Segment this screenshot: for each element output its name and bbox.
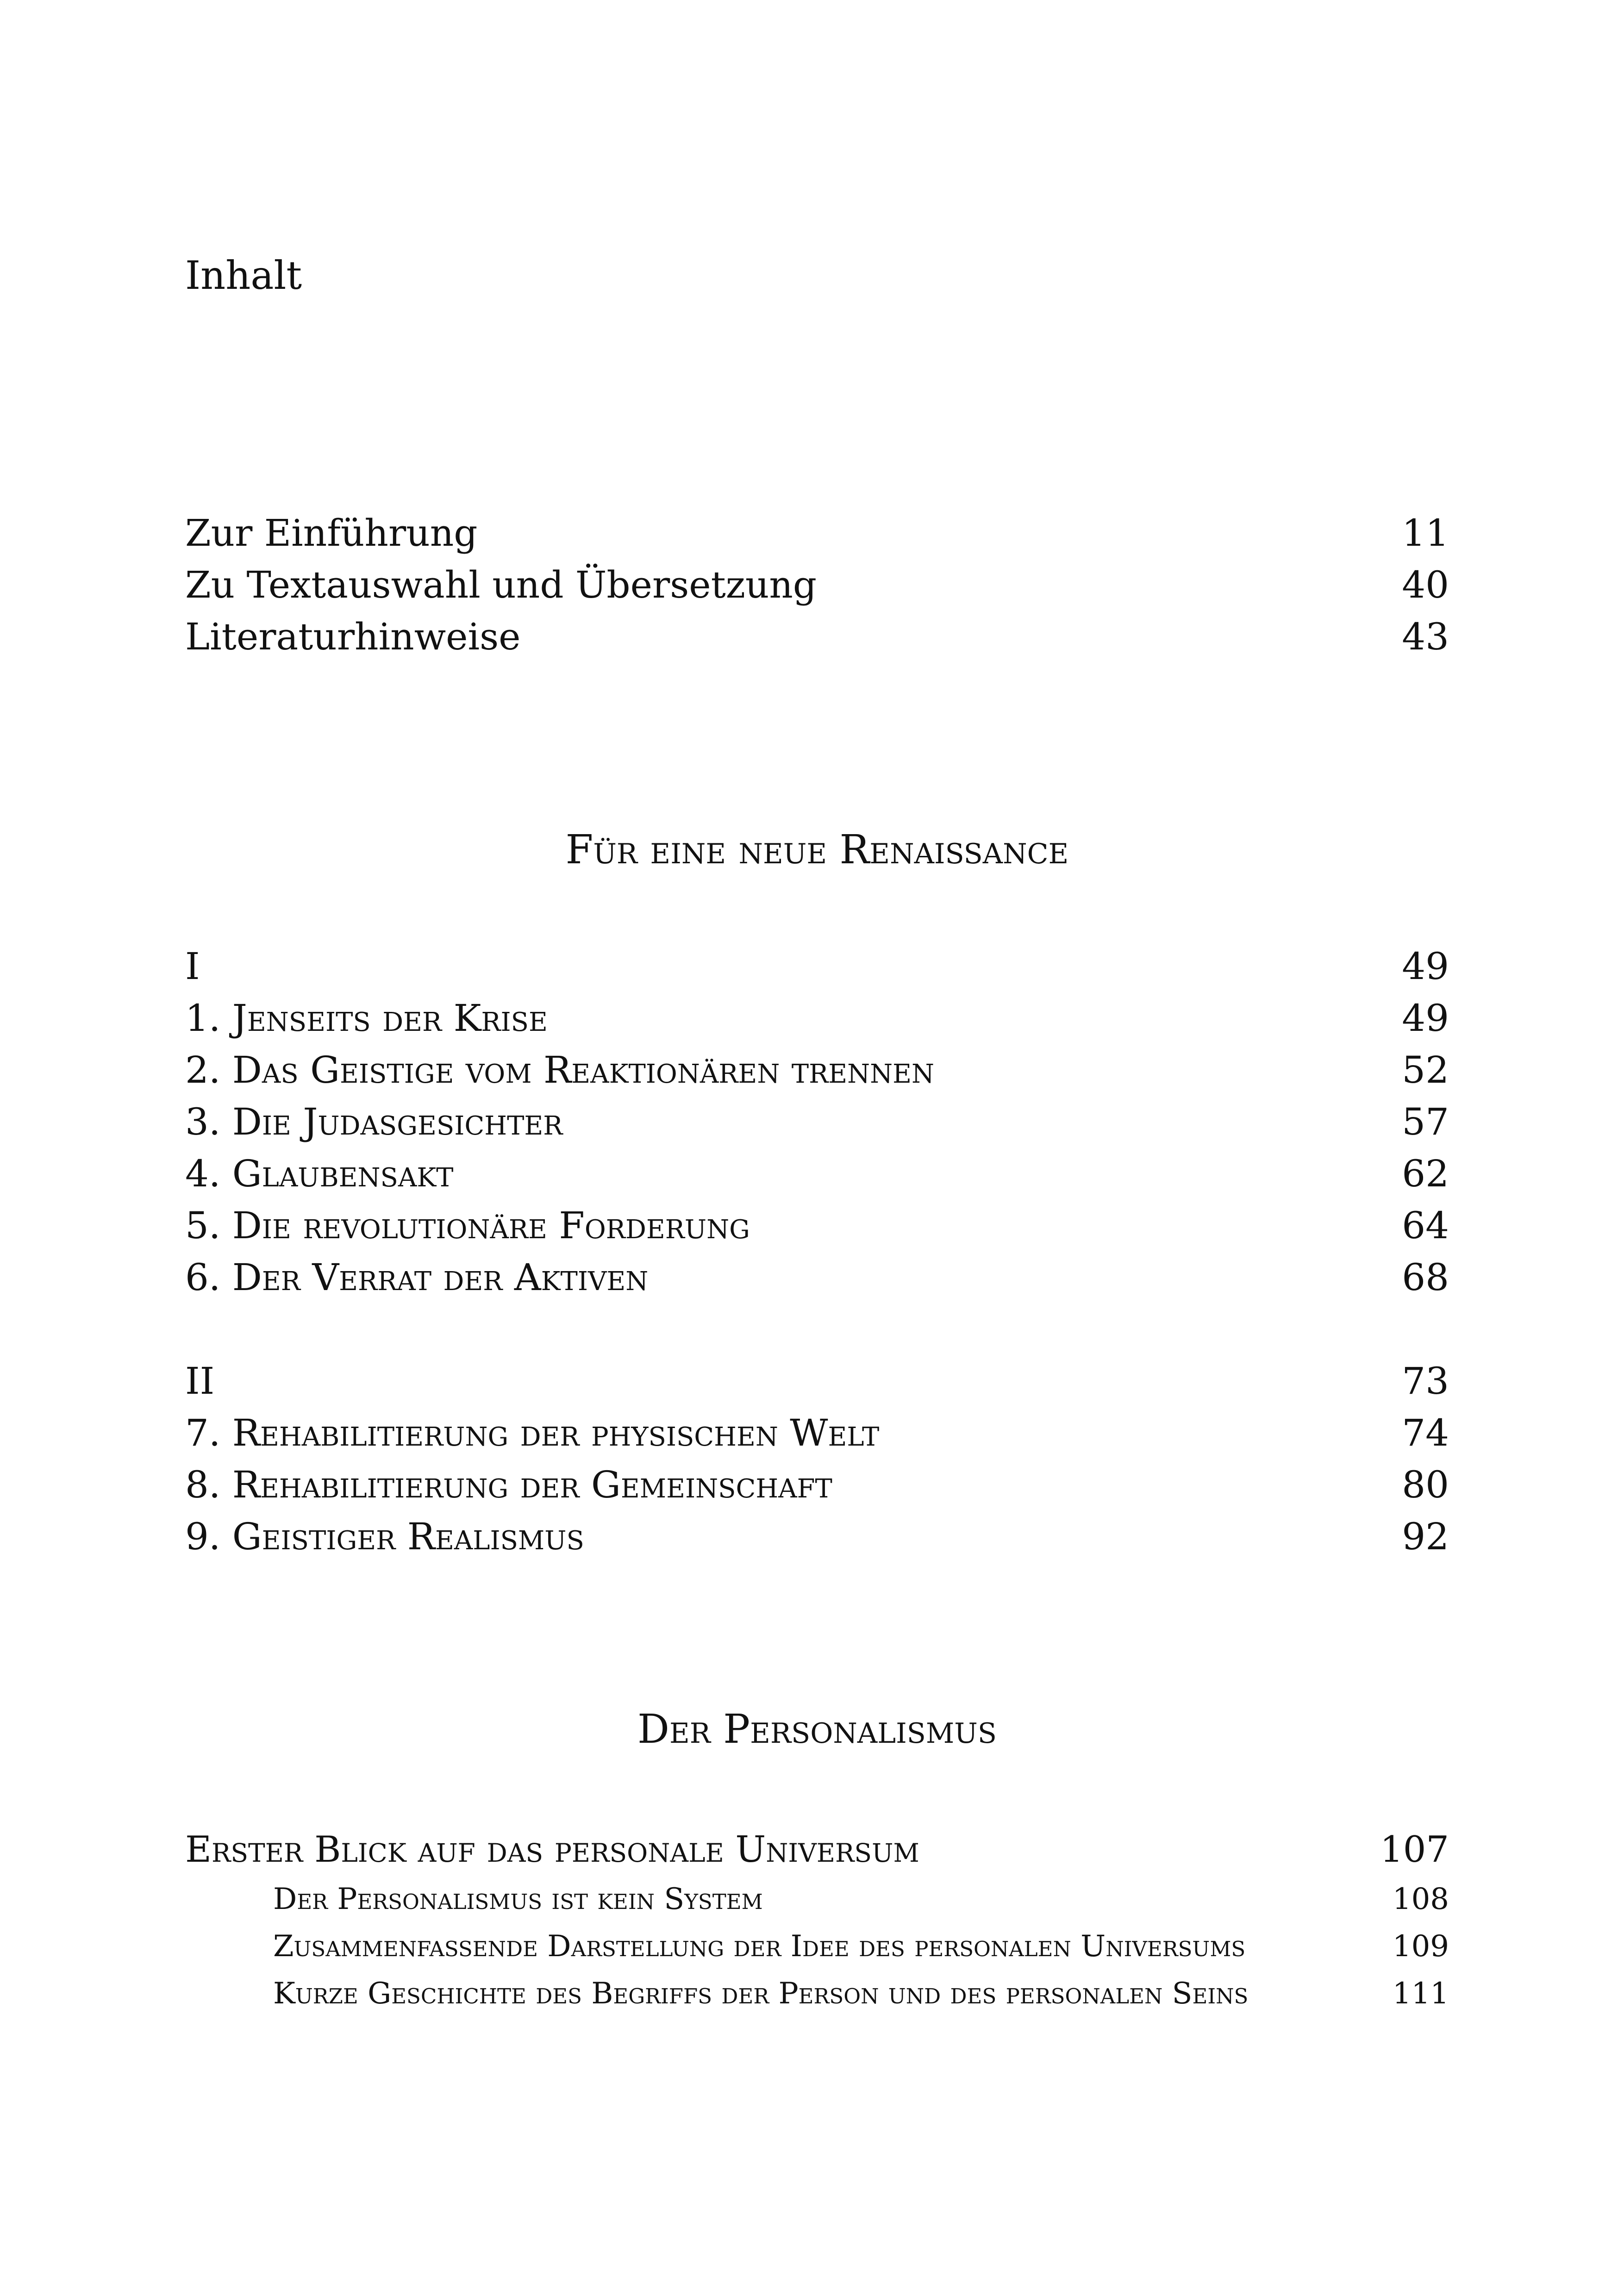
section-title: Für eine neue Renaissance	[565, 827, 1069, 873]
toc-entry-page: 92	[1402, 1515, 1449, 1558]
toc-entry-page: 73	[1402, 1360, 1449, 1403]
toc-entry-page: 80	[1402, 1463, 1449, 1506]
toc-entry-page: 62	[1402, 1152, 1449, 1195]
toc-entry-label: 9. Geistiger Realismus	[185, 1515, 584, 1558]
toc-entry	[185, 1252, 1449, 1303]
toc-chapter-heading	[185, 1824, 1449, 1876]
toc-entry	[185, 1148, 1449, 1200]
toc-entry	[185, 1459, 1449, 1511]
toc-entry-label: 8. Rehabilitierung der Gemeinschaft	[185, 1463, 832, 1506]
toc-entry-label: Zu Textauswahl und Übersetzung	[185, 563, 817, 606]
toc-intro	[185, 507, 1449, 663]
toc-entry-page: 40	[1402, 563, 1449, 606]
toc-entry-page: 108	[1392, 1882, 1449, 1916]
toc-entry	[185, 1876, 1449, 1923]
toc-entry	[185, 611, 1449, 663]
toc-entry	[185, 992, 1449, 1044]
spacer	[185, 1303, 1449, 1355]
toc-entry-label: 5. Die revolutionäre Forderung	[185, 1204, 750, 1247]
toc-entry-page: 49	[1402, 997, 1449, 1040]
toc-entry-page: 107	[1380, 1829, 1449, 1871]
toc-entry-label: 3. Die Judasgesichter	[185, 1100, 563, 1143]
toc-entry	[185, 1970, 1449, 2017]
toc-entry-label: 6. Der Verrat der Aktiven	[185, 1256, 649, 1299]
toc-entry-label: II	[185, 1360, 215, 1403]
toc-entry-page: 49	[1402, 945, 1449, 988]
toc-entry	[185, 1044, 1449, 1096]
toc-entry-page: 64	[1402, 1204, 1449, 1247]
toc-entry-label: Kurze Geschichte des Begriffs der Person und des personalen Seins	[273, 1977, 1249, 2011]
toc-entry	[185, 1407, 1449, 1459]
toc-entry-label: Literaturhinweise	[185, 615, 521, 658]
toc-entry-label: 1. Jenseits der Krise	[185, 997, 548, 1040]
toc-entry-label: 7. Rehabilitierung der physischen Welt	[185, 1411, 880, 1454]
toc-entry-label: Erster Blick auf das personale Universum	[185, 1829, 919, 1871]
toc-entry-page: 11	[1402, 511, 1449, 555]
toc-entry-label: 2. Das Geistige vom Reaktionären trennen	[185, 1048, 935, 1091]
toc-entry-page: 68	[1402, 1256, 1449, 1299]
toc-entry-label: Der Personalismus ist kein System	[273, 1882, 763, 1916]
toc-section-2	[185, 1824, 1449, 2017]
toc-entry-page: 43	[1402, 615, 1449, 658]
toc-part-heading	[185, 941, 1449, 992]
toc-entry-page: 111	[1392, 1977, 1449, 2011]
toc-entry	[185, 559, 1449, 611]
toc-entry	[185, 507, 1449, 559]
toc-entry-label: I	[185, 945, 200, 988]
toc-entry-label: 4. Glaubensakt	[185, 1152, 454, 1195]
toc-section-1	[185, 941, 1449, 1563]
page-title: Inhalt	[185, 253, 302, 298]
toc-entry-page: 109	[1392, 1929, 1449, 1964]
toc-entry-page: 52	[1402, 1048, 1449, 1091]
toc-entry	[185, 1511, 1449, 1563]
toc-entry-label: Zusammenfassende Darstellung der Idee des personalen Universums	[273, 1929, 1246, 1964]
toc-entry-label: Zur Einführung	[185, 511, 478, 555]
toc-part-heading	[185, 1355, 1449, 1407]
section-title: Der Personalismus	[637, 1706, 997, 1752]
toc-entry	[185, 1200, 1449, 1252]
toc-entry	[185, 1923, 1449, 1970]
toc-entry-page: 74	[1402, 1411, 1449, 1454]
toc-entry-page: 57	[1402, 1100, 1449, 1143]
toc-entry	[185, 1096, 1449, 1148]
